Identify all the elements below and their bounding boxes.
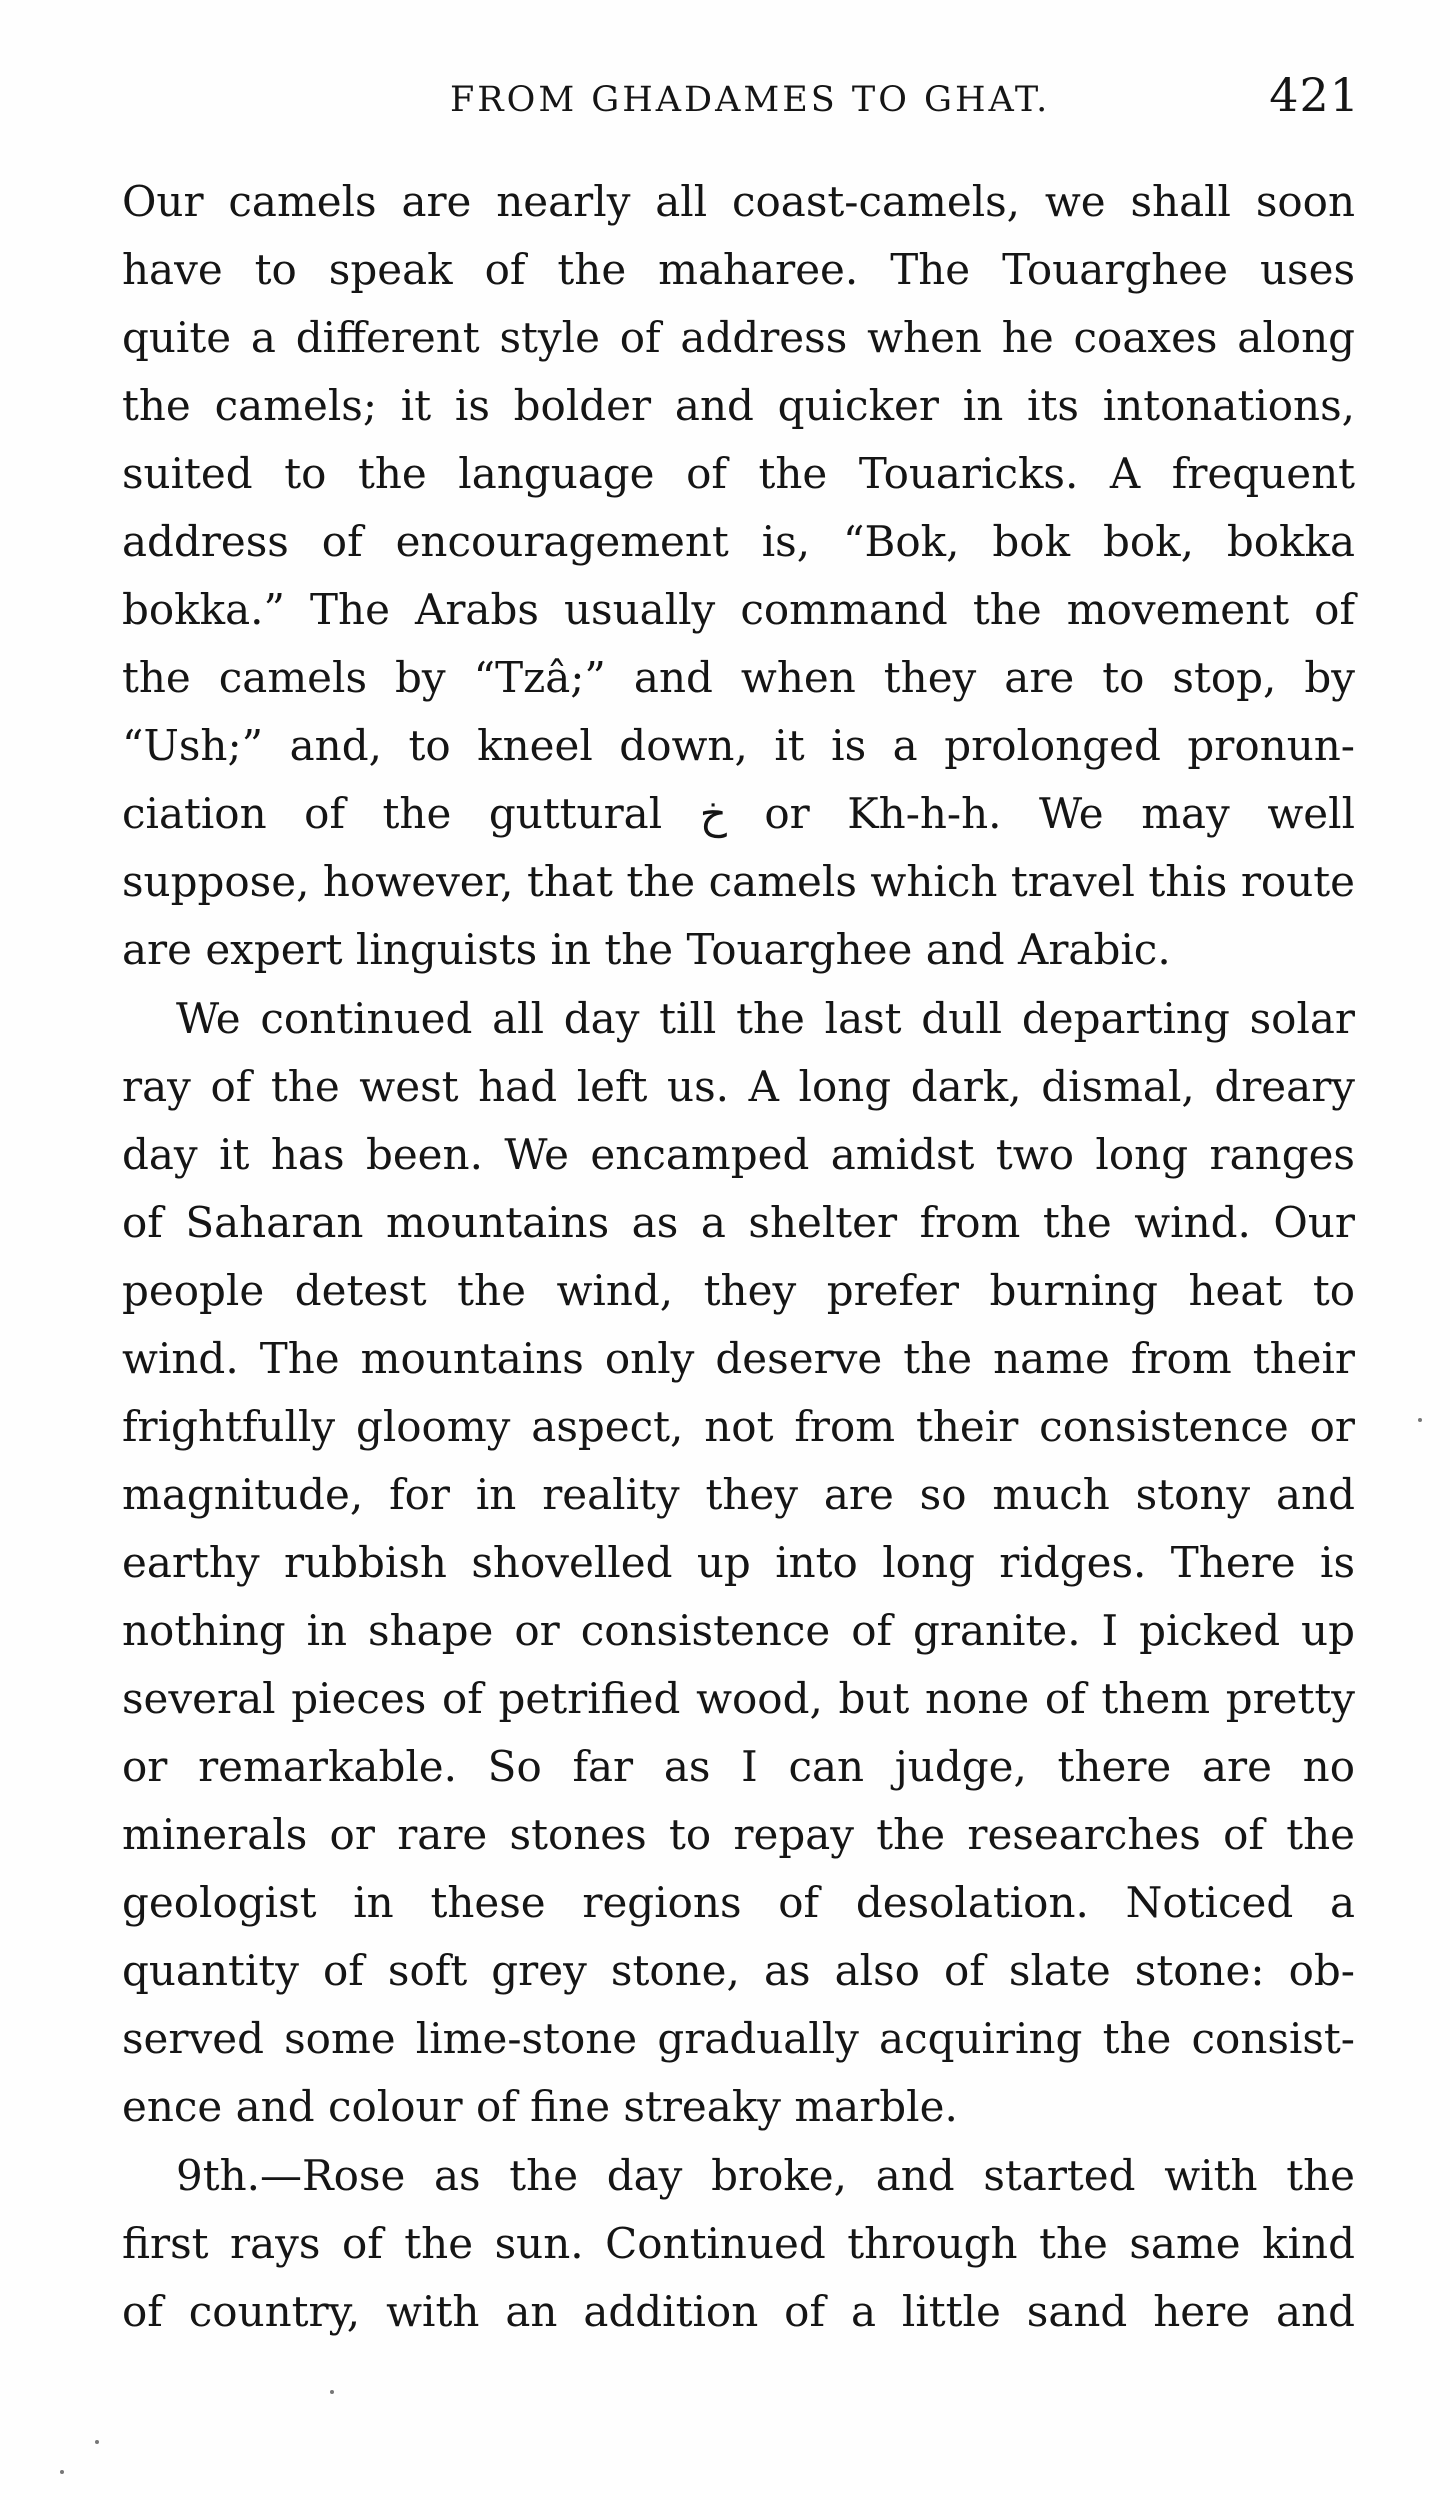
text-line: ciation of the guttural خ or Kh-h-h. We may well bbox=[122, 789, 1355, 838]
print-speck bbox=[330, 2390, 334, 2394]
text-line: ence and colour of fine streaky marble. bbox=[122, 2082, 958, 2131]
text-line: 9th.—Rose as the day broke, and started with the bbox=[176, 2151, 1355, 2200]
text-line: several pieces of petrified wood, but none of them pretty bbox=[122, 1674, 1355, 1723]
text-line: magnitude, for in reality they are so much stony and bbox=[122, 1470, 1355, 1519]
text-line: the camels; it is bolder and quicker in its intonations, bbox=[122, 381, 1355, 430]
text-line: or remarkable. So far as I can judge, there are no bbox=[122, 1742, 1355, 1791]
text-line: Our camels are nearly all coast-camels, we shall soon bbox=[122, 177, 1355, 226]
text-line: We continued all day till the last dull departing solar bbox=[176, 994, 1355, 1043]
text-line: the camels by “Tzâ;” and when they are to stop, by bbox=[122, 653, 1355, 702]
text-line: wind. The mountains only deserve the name from their bbox=[122, 1334, 1355, 1383]
text-line: people detest the wind, they prefer burning heat to bbox=[122, 1266, 1355, 1315]
text-line: address of encouragement is, “Bok, bok bok, bokka bbox=[122, 517, 1355, 566]
body-text bbox=[122, 168, 1355, 2346]
text-line: earthy rubbish shovelled up into long ridges. There is bbox=[122, 1538, 1355, 1587]
text-line: ray of the west had left us. A long dark, dismal, dreary bbox=[122, 1062, 1355, 1111]
text-line: have to speak of the maharee. The Touarghee uses bbox=[122, 245, 1355, 294]
text-line: day it has been. We encamped amidst two long ranges bbox=[122, 1130, 1355, 1179]
text-line: of Saharan mountains as a shelter from the wind. Our bbox=[122, 1198, 1355, 1247]
running-head bbox=[120, 62, 1360, 142]
text-line: quite a different style of address when he coaxes along bbox=[122, 313, 1355, 362]
text-line: are expert linguists in the Touarghee and Arabic. bbox=[122, 925, 1171, 974]
text-line: nothing in shape or consistence of granite. I picked up bbox=[122, 1606, 1355, 1655]
text-line: “Ush;” and, to kneel down, it is a prolonged pronun- bbox=[122, 721, 1355, 770]
text-line: served some lime-stone gradually acquiring the consist- bbox=[122, 2014, 1355, 2063]
text-line: suited to the language of the Touaricks. A frequent bbox=[122, 449, 1355, 498]
text-line: first rays of the sun. Continued through the same kind bbox=[122, 2219, 1355, 2268]
text-line: frightfully gloomy aspect, not from their consistence or bbox=[122, 1402, 1355, 1451]
text-line: of country, with an addition of a little sand here and bbox=[122, 2287, 1355, 2336]
text-line: bokka.” The Arabs usually command the movement of bbox=[122, 585, 1355, 634]
running-title: FROM GHADAMES TO GHAT. bbox=[450, 80, 1051, 120]
print-speck bbox=[1418, 1418, 1422, 1422]
text-line: quantity of soft grey stone, as also of slate stone: ob- bbox=[122, 1946, 1355, 1995]
text-line: suppose, however, that the camels which travel this route bbox=[122, 857, 1355, 906]
page-number: 421 bbox=[1269, 68, 1360, 122]
text-line: minerals or rare stones to repay the researches of the bbox=[122, 1810, 1355, 1859]
print-speck bbox=[95, 2440, 99, 2444]
text-line: geologist in these regions of desolation. Noticed a bbox=[122, 1878, 1355, 1927]
print-speck bbox=[60, 2470, 64, 2474]
